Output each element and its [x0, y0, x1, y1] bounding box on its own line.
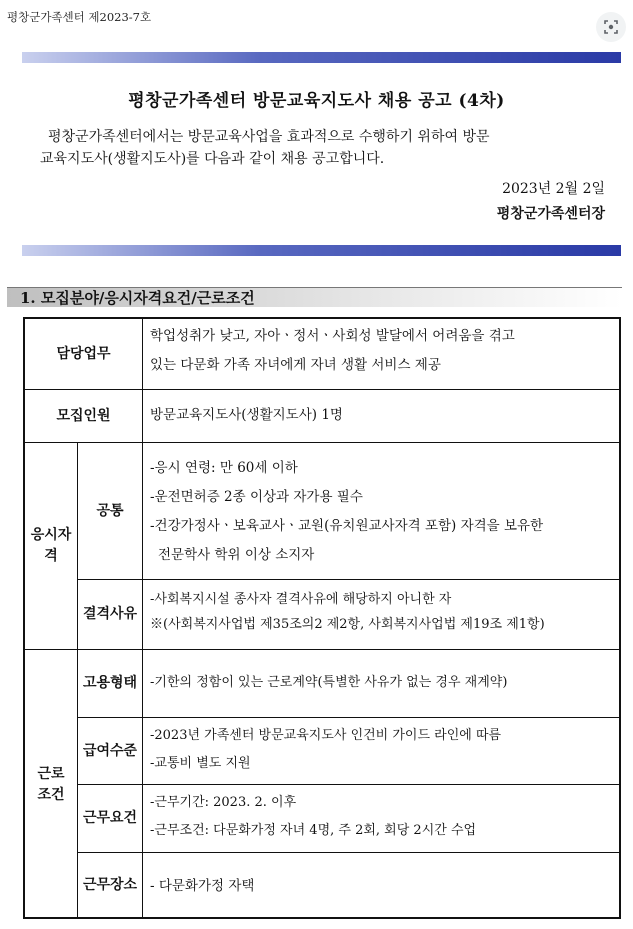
- image-search-icon: [603, 19, 619, 35]
- text-line: - 다문화가정 자택: [150, 878, 255, 894]
- recruitment-table: [23, 317, 621, 919]
- content-work-requirements: [143, 789, 619, 845]
- signer: 평창군가족센터장: [496, 206, 605, 222]
- content-common: [143, 454, 619, 570]
- content-work-place: [143, 872, 619, 901]
- intro-line: 교육지도사(생활지도사)를 다음과 같이 채용 공고합니다.: [40, 151, 385, 167]
- document-number: 평창군가족센터 제2023-7호: [7, 10, 152, 24]
- text-line: 방문교육지도사(생활지도사) 1명: [150, 407, 343, 423]
- image-search-button[interactable]: [596, 12, 626, 42]
- text-line: -2023년 가족센터 방문교육지도사 인건비 가이드 라인에 따름: [150, 728, 502, 743]
- text-line: -사회복지시설 종사자 결격사유에 해당하지 아니한 자: [150, 592, 452, 607]
- content-recruit: [143, 401, 619, 430]
- group-text: 근로조건: [37, 765, 65, 803]
- text-line: 있는 다문화 가족 자녀에게 자녀 생활 서비스 제공: [150, 357, 441, 373]
- text-line: -근무조건: 다문화가정 자녀 4명, 주 2회, 회당 2시간 수업: [150, 823, 477, 838]
- content-employment-type: [143, 668, 619, 697]
- label-recruit: 모집인원: [56, 407, 111, 424]
- text-line: -건강가정사ㆍ보육교사ㆍ교원(유치원교사자격 포함) 자격을 보유한: [150, 518, 544, 534]
- label-employment-type: 고용형태: [82, 675, 138, 691]
- label-common: 공통: [96, 502, 124, 519]
- text-line: ※(사회복지사업법 제35조의2 제2항, 사회복지사업법 제19조 제1항): [150, 617, 545, 632]
- content-disqualification: [143, 587, 619, 637]
- header-band-top: [22, 52, 621, 63]
- label-work-requirements: 근무요건: [82, 810, 138, 826]
- text-line: -응시 연령: 만 60세 이하: [150, 460, 298, 476]
- page-title: 평창군가족센터 방문교육지도사 채용 공고 (4차): [128, 91, 505, 111]
- content-salary: [143, 722, 619, 778]
- text-line: -운전면허증 2종 이상과 자가용 필수: [150, 489, 363, 505]
- intro-text: [40, 126, 608, 170]
- group-text: 응시자격: [30, 527, 72, 564]
- label-disqualification: 결격사유: [82, 606, 138, 622]
- label-work-place: 근무장소: [82, 876, 138, 893]
- label-qualification-group: [25, 443, 77, 649]
- text-line: -근무기간: 2023. 2. 이후: [150, 795, 297, 810]
- text-line: 전문학사 학위 이상 소지자: [158, 547, 315, 563]
- text-line: -기한의 정함이 있는 근로계약(특별한 사유가 없는 경우 재계약): [150, 675, 508, 690]
- label-duties: 담당업무: [56, 345, 111, 362]
- text-line: 학업성취가 낮고, 자아ㆍ정서ㆍ사회성 발달에서 어려움을 겪고: [150, 328, 515, 344]
- label-work-conditions-group: [25, 650, 77, 919]
- content-duties: [143, 322, 619, 388]
- header-band-bottom: [22, 245, 621, 256]
- text-line: -교통비 별도 지원: [150, 756, 251, 771]
- announcement-date: 2023년 2월 2일: [502, 181, 605, 197]
- label-salary: 급여수준: [82, 742, 138, 759]
- section-heading: 1. 모집분야/응시자격요건/근로조건: [7, 287, 622, 307]
- intro-line: 평창군가족센터에서는 방문교육사업을 효과적으로 수행하기 위하여 방문: [48, 129, 490, 145]
